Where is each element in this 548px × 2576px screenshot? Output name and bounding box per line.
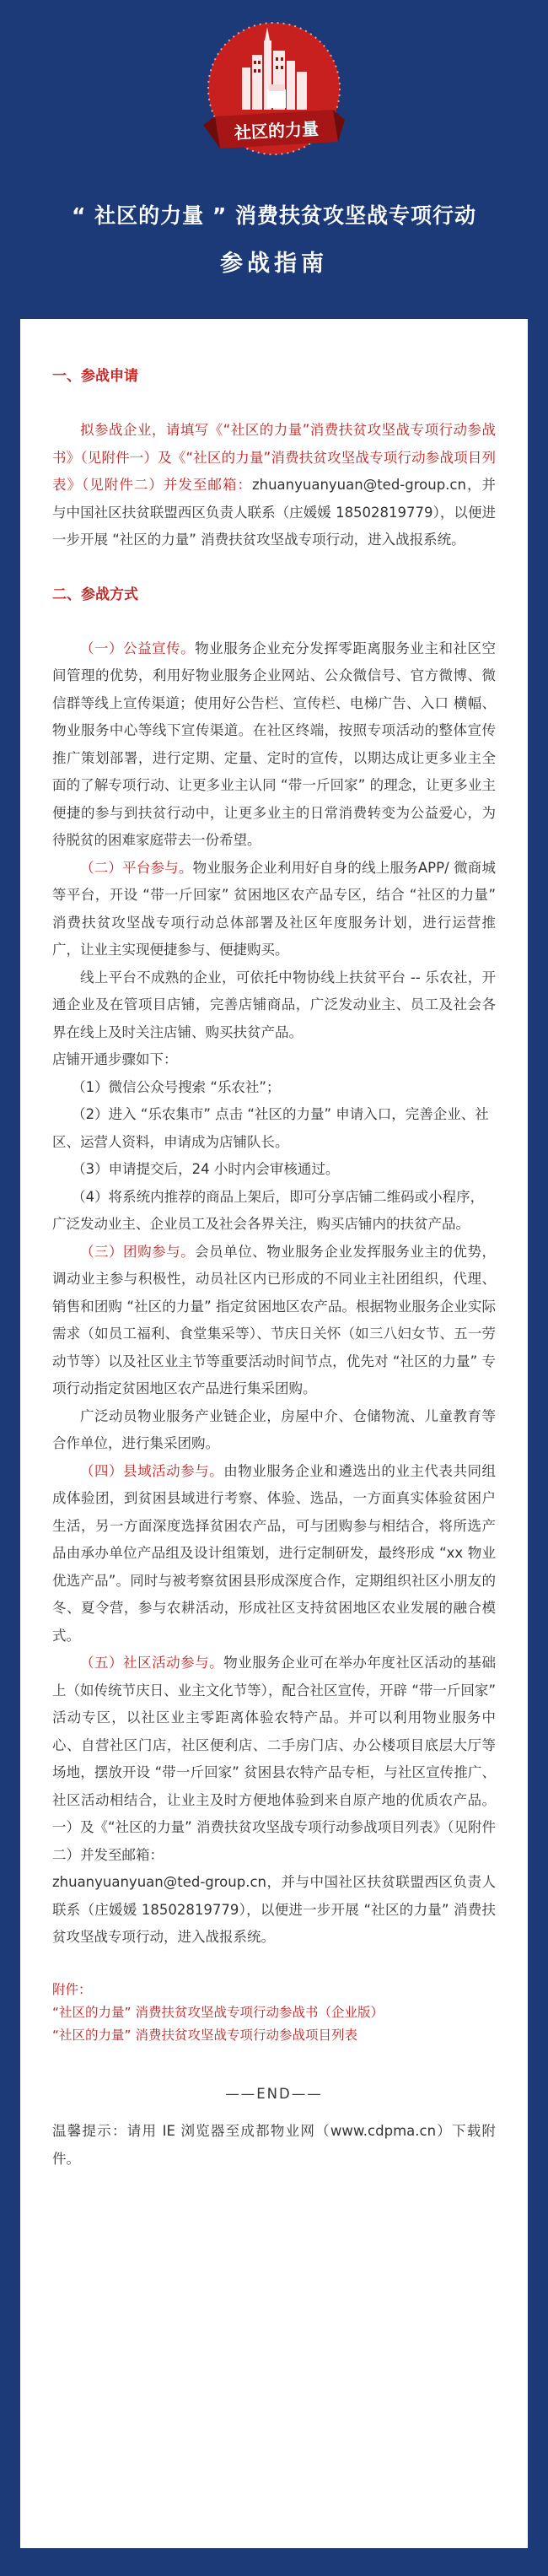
paragraph-community-activity: （五）社区活动参与。物业服务企业可在举办年度社区活动的基础上（如传统节庆日、业主文化节等），配合社区宣传，开辟 “带一斤回家” 活动专区，以社区业主零距离体验农特产品。并可以利用物业服务中心、自营社区门店，社区便利店、二手房门店、办公楼项目底层大厅等场地，摆放开设 “带一斤回家” 贫困县农特产品专柜，与社区宣传推广、社区活动相结合，让业主及时方便地体验到来自原产地的优质农产品。一）及《“社区的力量” 消费扶贫攻坚战专项行动参战项目列表》（见附件二）并发至邮箱： bbox=[52, 1655, 497, 1863]
step-item: （4）将系统内推荐的商品上架后，即可分享店铺二维码或小程序，广泛发动业主、企业员工及社会各界关注，购买店铺内的扶贫产品。 bbox=[52, 1188, 485, 1232]
section-1-red-text: 拟参战企业，请填写《“社区的力量”消费扶贫攻坚战专项行动参战书》（见附件一）及《“社区的力量”消费扶贫攻坚战专项行动参战项目列表》（见附件二）并发至邮箱： bbox=[52, 422, 496, 493]
download-tip: 温馨提示：请用 IE 浏览器至成都物业网（www.cdpma.cn）下载附件。 bbox=[52, 2123, 496, 2167]
header bbox=[0, 0, 548, 321]
paragraph-lenongshe: 线上平台不成熟的企业，可依托中物协线上扶贫平台 -- 乐农社，开通企业及在管项目店铺，完善店铺商品，广泛发动业主、员工及社会各界在线上及时关注店铺、购买扶贫产品。 bbox=[52, 969, 496, 1040]
label-public-promotion: （一）公益宣传。 bbox=[80, 640, 196, 656]
section-2-title: 二、参战方式 bbox=[52, 586, 138, 603]
step-item: （3）申请提交后，24 小时内会审核通过。 bbox=[72, 1161, 340, 1177]
paragraph-public-promotion: （一）公益宣传。物业服务企业充分发挥零距离服务业主和社区空间管理的优势，利用好物业服务企业网站、公众微信号、官方微博、微信群等线上宣传渠道；使用好公告栏、宣传栏、电梯广告、入口 横幅、物业服务中心等线下宣传渠道。在社区终端，按照专项活动的整体宣传推广策划部署，进行定期、定量、定时的宣传，以期达成让更多业主全面的了解专项行动、让更多业主认同 “带一斤回家” 的理念，让更多业主便捷的参与到扶贫行动中，让更多业主的日常消费转变为公益爱心，为待脱贫的困难家庭带去一份希望。 bbox=[52, 640, 497, 848]
paragraph-community-contact: zhuanyuanyuan@ted-group.cn，并与中国社区扶贫联盟西区负责人联系（庄媛媛 18502819779），以便进一步开展 “社区的力量” 消费扶贫攻坚战专项行动，进入战报系统。 bbox=[52, 1874, 496, 1945]
paragraph-county-activity: （四）县域活动参与。由物业服务企业和遴选出的业主代表共同组成体验团，到贫困县域进行考察、体验、选品，一方面真实体验贫困户生活，另一方面深度选择贫困农产品，可与团购参与相结合，将所选产品由承办单位产品组及设计组策划，进行定制研发，最终形成 “xx 物业优选产品”。同时与被考察贫困县形成深度合作，定期组织社区小朋友的冬、夏令营，参与农耕活动，形成社区支持贫困地区农业发展的融合模式。 bbox=[52, 1462, 497, 1644]
paragraph-group-buying: （三）团购参与。会员单位、物业服务企业发挥服务业主的优势，调动业主参与积极性，动员社区内已形成的不同业主社团组织，代理、销售和团购 “社区的力量” 指定贫困地区农产品。根据物业服务企业实际需求（如员工福利、食堂集采等）、节庆日关怀（如三八妇女节、五一劳动节等）以及社区业主节等重要活动时间节点，优先对 “社区的力量” 专项行动指定贫困地区农产品进行集采团购。 bbox=[52, 1243, 497, 1396]
title-line-1: “ 社区的力量 ” 消费扶贫攻坚战专项行动 bbox=[72, 203, 476, 228]
label-platform: （二）平台参与。 bbox=[80, 859, 193, 876]
label-county-activity: （四）县域活动参与。 bbox=[80, 1462, 224, 1479]
logo-banner-text: 社区的力量 bbox=[234, 118, 320, 143]
section-1-paragraph bbox=[52, 417, 496, 554]
attachment-link[interactable]: “社区的力量” 消费扶贫攻坚战专项行动参战项目列表 bbox=[52, 2027, 357, 2043]
section-1-title: 一、参战申请 bbox=[52, 368, 138, 385]
paragraph-group-buying-partners: 广泛动员物业服务产业链企业，房屋中介、仓储物流、儿童教育等合作单位，进行集采团购。 bbox=[52, 1407, 496, 1451]
community-power-logo bbox=[164, 8, 384, 186]
content-card bbox=[20, 319, 528, 2548]
label-group-buying: （三）团购参与。 bbox=[80, 1243, 196, 1260]
end-marker: ——END—— bbox=[225, 2085, 323, 2102]
step-item: （1）微信公众号搜索 “乐农社”； bbox=[72, 1078, 281, 1095]
steps-intro: 店铺开通步骤如下： bbox=[52, 1051, 178, 1067]
label-community-activity: （五）社区活动参与。 bbox=[80, 1655, 224, 1671]
attachments bbox=[52, 1979, 496, 2047]
title-line-2: 参战指南 bbox=[220, 251, 328, 277]
step-item: （2）进入 “乐农集市” 点击 “社区的力量” 申请入口，完善企业、社区、运营人资料，申请成为店铺队长。 bbox=[52, 1106, 489, 1150]
attachment-link[interactable]: “社区的力量” 消费扶贫攻坚战专项行动参战书（企业版） bbox=[52, 2004, 384, 2020]
section-1-contact-text: zhuanyuanyuan@ted-group.cn，并与中国社区扶贫联盟西区负责人联系（庄媛媛 18502819779），以便进一步开展 “社区的力量” 消费扶贫攻坚战专项行动，进入战报系统。 bbox=[52, 477, 496, 548]
attachments-label: 附件： bbox=[52, 1981, 92, 1997]
paragraph-platform: （二）平台参与。物业服务企业利用好自身的线上服务APP/ 微商城等平台，开设 “带一斤回家” 贫困地区农产品专区，结合 “社区的力量” 消费扶贫攻坚战专项行动总体部署及社区年度服务计划，进行运营推广，让业主实现便捷参与、便捷购买。 bbox=[52, 859, 497, 958]
